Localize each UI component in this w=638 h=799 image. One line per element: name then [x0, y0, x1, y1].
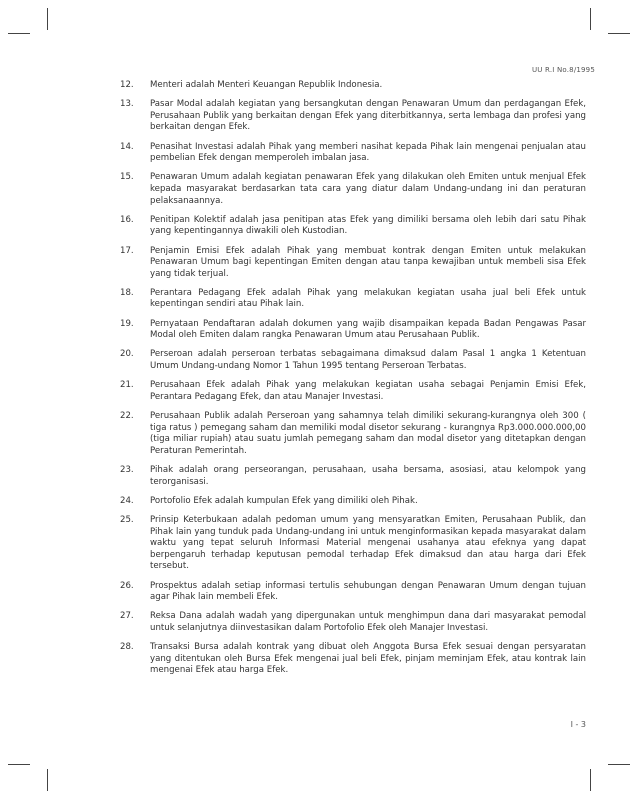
- item-text: Penasihat Investasi adalah Pihak yang memberi nasihat kepada Pihak lain mengenai penjualan atau pembelian Efek dengan memperoleh imbalan jasa.: [150, 141, 586, 164]
- crop-mark: [590, 769, 591, 791]
- crop-mark: [608, 33, 630, 34]
- definition-item: [120, 99, 586, 134]
- item-text: Penawaran Umum adalah kegiatan penawaran Efek yang dilakukan oleh Emiten untuk menjual Efek kepada masyarakat berdasarkan tata cara yang diatur dalam Undang-undang ini dan peraturan pelaksanaannya.: [150, 172, 586, 206]
- item-text: Penjamin Emisi Efek adalah Pihak yang membuat kontrak dengan Emiten untuk melakukan Penawaran Umum bagi kepentingan Emiten dengan atau tanpa kewajiban untuk membeli sisa Efek yang tidak terjual.: [150, 245, 586, 279]
- crop-mark: [608, 764, 630, 765]
- item-number: 25.: [120, 514, 134, 525]
- item-number: 13.: [120, 99, 134, 110]
- item-text: Prospektus adalah setiap informasi tertulis sehubungan dengan Penawaran Umum dengan tujuan agar Pihak lain membeli Efek.: [150, 580, 586, 603]
- crop-mark: [590, 8, 591, 30]
- item-number: 12.: [120, 80, 134, 90]
- item-number: 23.: [120, 464, 134, 475]
- item-number: 16.: [120, 214, 134, 225]
- definition-item: [120, 496, 586, 508]
- crop-mark: [47, 8, 48, 30]
- item-number: 17.: [120, 245, 134, 256]
- item-text: Pasar Modal adalah kegiatan yang bersangkutan dengan Penawaran Umum dan perdagangan Efek, Perusahaan Publik yang berkaitan dengan Efek yang diterbitkannya, serta lembaga dan profesi yang berkaitan dengan Efek.: [150, 99, 586, 133]
- item-text: Perusahaan Efek adalah Pihak yang melakukan kegiatan usaha sebagai Penjamin Emisi Efek, Perantara Pedagang Efek, dan atau Manajer Investasi.: [150, 380, 586, 402]
- definition-item: [120, 581, 586, 604]
- crop-mark: [8, 33, 30, 34]
- item-number: 15.: [120, 172, 134, 183]
- item-number: 14.: [120, 141, 134, 152]
- item-number: 28.: [120, 642, 134, 653]
- definition-item: [120, 215, 586, 238]
- item-text: Transaksi Bursa adalah kontrak yang dibuat oleh Anggota Bursa Efek sesuai dengan persyaratan yang ditentukan oleh Bursa Efek mengenai jual beli Efek, pinjam meminjam Efek, atau kontrak lain mengenai Efek atau harga Efek.: [150, 642, 586, 676]
- item-text: Prinsip Keterbukaan adalah pedoman umum yang mensyaratkan Emiten, Perusahaan Publik, dan Pihak lain yang tunduk pada Undang-undang ini untuk menginformasikan kepada masyarakat dalam waktu yang tepat seluruh Informasi Material mengenai usahanya atau efeknya yang dapat berpengaruh terhadap keputusan pemodal terhadap Efek dimaksud dan atau harga dari Efek tersebut.: [150, 514, 586, 572]
- item-text: Portofolio Efek adalah kumpulan Efek yang dimiliki oleh Pihak.: [150, 495, 418, 506]
- definition-item: [120, 172, 586, 207]
- page-number: I - 3: [570, 720, 586, 729]
- definition-list: [120, 80, 586, 684]
- item-text: Pihak adalah orang perseorangan, perusahaan, usaha bersama, asosiasi, atau kelompok yang terorganisasi.: [150, 464, 586, 487]
- crop-mark: [47, 769, 48, 791]
- definition-item: [120, 80, 586, 92]
- item-text: Perusahaan Publik adalah Perseroan yang sahamnya telah dimiliki sekurang-kurangnya oleh 300 ( tiga ratus ) pemegang saham dan memiliki modal disetor sekurang - kurangnya Rp3.000.000.000,00 (tiga miliar rupiah) atau suatu jumlah pemegang saham dan modal disetor yang ditetapkan dengan Peraturan Pemerintah.: [150, 411, 586, 456]
- item-number: 22.: [120, 411, 134, 421]
- item-number: 26.: [120, 580, 134, 591]
- item-number: 19.: [120, 318, 134, 329]
- item-number: 27.: [120, 611, 134, 622]
- item-number: 18.: [120, 287, 134, 298]
- definition-item: [120, 642, 586, 677]
- definition-item: [120, 349, 586, 372]
- item-text: Reksa Dana adalah wadah yang dipergunakan untuk menghimpun dana dari masyarakat pemodal untuk selanjutnya diinvestasikan dalam Portofolio Efek oleh Manajer Investasi.: [150, 611, 586, 633]
- item-text: Menteri adalah Menteri Keuangan Republik Indonesia.: [150, 80, 383, 90]
- definition-item: [120, 515, 586, 573]
- item-number: 24.: [120, 495, 134, 506]
- item-text: Penitipan Kolektif adalah jasa penitipan atas Efek yang dimiliki bersama oleh lebih dari satu Pihak yang kepentingannya diwakili oleh Kustodian.: [150, 214, 586, 237]
- page-header: UU R.I No.8/1995: [531, 66, 595, 74]
- definition-item: [120, 246, 586, 281]
- definition-item: [120, 411, 586, 457]
- definition-item: [120, 319, 586, 342]
- definition-item: [120, 465, 586, 488]
- item-text: Perantara Pedagang Efek adalah Pihak yang melakukan kegiatan usaha jual beli Efek untuk kepentingan sendiri atau Pihak lain.: [150, 287, 586, 310]
- crop-mark: [8, 764, 30, 765]
- item-number: 20.: [120, 349, 134, 360]
- definition-item: [120, 380, 586, 403]
- definition-item: [120, 611, 586, 634]
- item-text: Pernyataan Pendaftaran adalah dokumen yang wajib disampaikan kepada Badan Pengawas Pasar Modal oleh Emiten dalam rangka Penawaran Umum atau Perusahaan Publik.: [150, 318, 586, 341]
- definition-item: [120, 288, 586, 311]
- item-text: Perseroan adalah perseroan terbatas sebagaimana dimaksud dalam Pasal 1 angka 1 Ketentuan Umum Undang-undang Nomor 1 Tahun 1995 tentang Perseroan Terbatas.: [150, 349, 586, 372]
- item-number: 21.: [120, 380, 134, 391]
- definition-item: [120, 142, 586, 165]
